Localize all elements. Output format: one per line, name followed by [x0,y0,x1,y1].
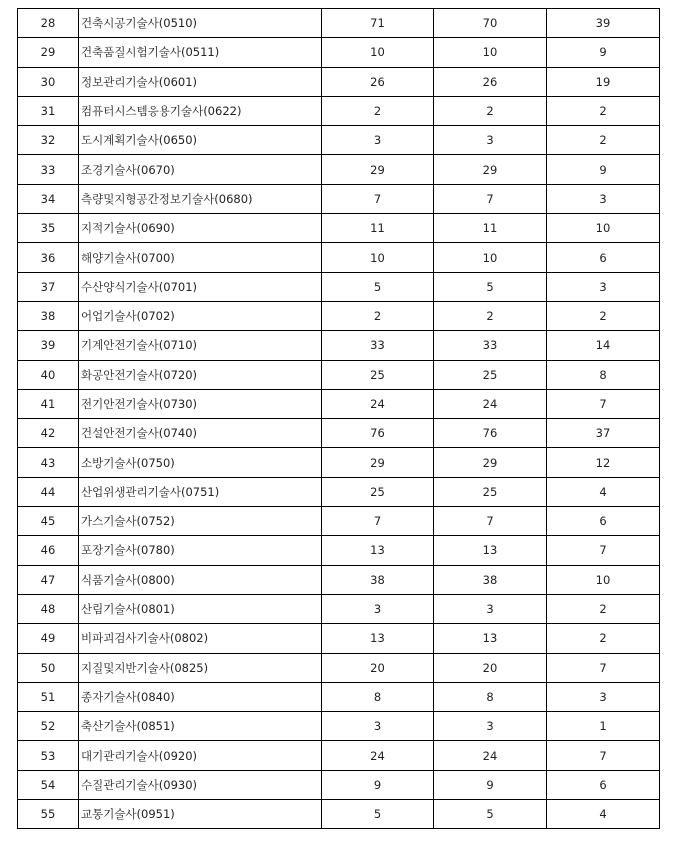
row-number-cell: 38 [18,301,79,330]
table-row [18,126,660,155]
row-number-cell: 42 [18,419,79,448]
count-cell-1: 24 [322,389,434,418]
qualification-name-cell: 대기관리기술사(0920) [79,741,322,770]
row-number-cell: 36 [18,243,79,272]
count-cell-3: 2 [547,301,660,330]
table-row [18,477,660,506]
row-number-cell: 44 [18,477,79,506]
count-cell-3: 39 [547,9,660,38]
count-cell-2: 20 [434,653,547,682]
row-number-cell: 41 [18,389,79,418]
count-cell-3: 37 [547,419,660,448]
table-row [18,624,660,653]
count-cell-3: 9 [547,38,660,67]
count-cell-2: 9 [434,770,547,799]
table-row [18,800,660,829]
count-cell-2: 24 [434,741,547,770]
qualification-name-cell: 도시계획기술사(0650) [79,126,322,155]
table-row [18,419,660,448]
count-cell-2: 25 [434,477,547,506]
row-number-cell: 40 [18,360,79,389]
count-cell-2: 76 [434,419,547,448]
table-row [18,214,660,243]
count-cell-3: 8 [547,360,660,389]
row-number-cell: 29 [18,38,79,67]
count-cell-3: 2 [547,126,660,155]
count-cell-2: 8 [434,682,547,711]
count-cell-1: 13 [322,624,434,653]
table-row [18,272,660,301]
count-cell-2: 5 [434,272,547,301]
count-cell-3: 2 [547,96,660,125]
count-cell-1: 20 [322,653,434,682]
qualification-name-cell: 소방기술사(0750) [79,448,322,477]
count-cell-2: 5 [434,800,547,829]
count-cell-2: 11 [434,214,547,243]
count-cell-1: 7 [322,184,434,213]
qualification-name-cell: 조경기술사(0670) [79,155,322,184]
qualification-name-cell: 기계안전기술사(0710) [79,331,322,360]
qualification-name-cell: 측량및지형공간정보기술사(0680) [79,184,322,213]
row-number-cell: 47 [18,565,79,594]
row-number-cell: 34 [18,184,79,213]
qualification-name-cell: 수질관리기술사(0930) [79,770,322,799]
count-cell-1: 11 [322,214,434,243]
qualification-name-cell: 수산양식기술사(0701) [79,272,322,301]
table-row [18,594,660,623]
count-cell-3: 12 [547,448,660,477]
count-cell-2: 33 [434,331,547,360]
row-number-cell: 54 [18,770,79,799]
table-row [18,682,660,711]
count-cell-3: 1 [547,712,660,741]
table-row [18,507,660,536]
table-row [18,565,660,594]
row-number-cell: 53 [18,741,79,770]
qualification-name-cell: 해양기술사(0700) [79,243,322,272]
count-cell-1: 71 [322,9,434,38]
count-cell-1: 3 [322,126,434,155]
count-cell-2: 7 [434,184,547,213]
table-row [18,389,660,418]
table-row [18,9,660,38]
row-number-cell: 28 [18,9,79,38]
qualification-name-cell: 화공안전기술사(0720) [79,360,322,389]
row-number-cell: 32 [18,126,79,155]
count-cell-3: 7 [547,389,660,418]
count-cell-1: 29 [322,448,434,477]
count-cell-2: 3 [434,126,547,155]
count-cell-1: 25 [322,477,434,506]
count-cell-3: 4 [547,477,660,506]
count-cell-2: 10 [434,38,547,67]
table-row [18,301,660,330]
count-cell-3: 7 [547,653,660,682]
row-number-cell: 45 [18,507,79,536]
table-body [18,9,660,829]
count-cell-1: 2 [322,96,434,125]
count-cell-1: 7 [322,507,434,536]
count-cell-3: 14 [547,331,660,360]
count-cell-1: 3 [322,712,434,741]
table-row [18,360,660,389]
qualification-name-cell: 지질및지반기술사(0825) [79,653,322,682]
qualification-name-cell: 교통기술사(0951) [79,800,322,829]
qualification-name-cell: 종자기술사(0840) [79,682,322,711]
qualification-name-cell: 건축시공기술사(0510) [79,9,322,38]
count-cell-2: 29 [434,155,547,184]
table-row [18,38,660,67]
table-row [18,712,660,741]
qualification-name-cell: 가스기술사(0752) [79,507,322,536]
count-cell-1: 10 [322,243,434,272]
count-cell-3: 6 [547,243,660,272]
row-number-cell: 39 [18,331,79,360]
qualification-table [17,8,660,829]
table-row [18,184,660,213]
count-cell-1: 26 [322,67,434,96]
row-number-cell: 37 [18,272,79,301]
qualification-name-cell: 산림기술사(0801) [79,594,322,623]
count-cell-2: 24 [434,389,547,418]
row-number-cell: 46 [18,536,79,565]
table-row [18,741,660,770]
count-cell-1: 24 [322,741,434,770]
count-cell-3: 6 [547,770,660,799]
count-cell-2: 2 [434,96,547,125]
count-cell-2: 13 [434,536,547,565]
qualification-name-cell: 건축품질시험기술사(0511) [79,38,322,67]
qualification-name-cell: 지적기술사(0690) [79,214,322,243]
count-cell-2: 13 [434,624,547,653]
row-number-cell: 48 [18,594,79,623]
count-cell-3: 10 [547,214,660,243]
count-cell-3: 3 [547,184,660,213]
row-number-cell: 55 [18,800,79,829]
row-number-cell: 51 [18,682,79,711]
table-row [18,536,660,565]
table-row [18,96,660,125]
count-cell-1: 9 [322,770,434,799]
count-cell-1: 38 [322,565,434,594]
count-cell-3: 6 [547,507,660,536]
count-cell-2: 7 [434,507,547,536]
table-row [18,448,660,477]
count-cell-2: 3 [434,712,547,741]
count-cell-1: 2 [322,301,434,330]
qualification-name-cell: 비파괴검사기술사(0802) [79,624,322,653]
count-cell-3: 7 [547,741,660,770]
qualification-name-cell: 컴퓨터시스템응용기술사(0622) [79,96,322,125]
count-cell-1: 10 [322,38,434,67]
count-cell-1: 5 [322,800,434,829]
count-cell-1: 33 [322,331,434,360]
qualification-name-cell: 정보관리기술사(0601) [79,67,322,96]
count-cell-2: 10 [434,243,547,272]
count-cell-1: 3 [322,594,434,623]
table-row [18,653,660,682]
row-number-cell: 49 [18,624,79,653]
count-cell-2: 38 [434,565,547,594]
table-row [18,770,660,799]
count-cell-3: 3 [547,272,660,301]
qualification-name-cell: 어업기술사(0702) [79,301,322,330]
count-cell-1: 25 [322,360,434,389]
count-cell-2: 3 [434,594,547,623]
count-cell-2: 29 [434,448,547,477]
qualification-name-cell: 건설안전기술사(0740) [79,419,322,448]
row-number-cell: 33 [18,155,79,184]
count-cell-3: 2 [547,624,660,653]
count-cell-3: 3 [547,682,660,711]
count-cell-3: 19 [547,67,660,96]
row-number-cell: 52 [18,712,79,741]
count-cell-2: 70 [434,9,547,38]
qualification-name-cell: 식품기술사(0800) [79,565,322,594]
count-cell-3: 7 [547,536,660,565]
row-number-cell: 35 [18,214,79,243]
row-number-cell: 30 [18,67,79,96]
count-cell-2: 26 [434,67,547,96]
qualification-name-cell: 산업위생관리기술사(0751) [79,477,322,506]
count-cell-3: 10 [547,565,660,594]
table-row [18,243,660,272]
count-cell-2: 2 [434,301,547,330]
row-number-cell: 50 [18,653,79,682]
count-cell-1: 76 [322,419,434,448]
qualification-name-cell: 전기안전기술사(0730) [79,389,322,418]
count-cell-3: 2 [547,594,660,623]
count-cell-1: 8 [322,682,434,711]
count-cell-2: 25 [434,360,547,389]
row-number-cell: 31 [18,96,79,125]
row-number-cell: 43 [18,448,79,477]
table-row [18,67,660,96]
count-cell-1: 5 [322,272,434,301]
count-cell-1: 29 [322,155,434,184]
table-row [18,331,660,360]
qualification-name-cell: 축산기술사(0851) [79,712,322,741]
qualification-name-cell: 포장기술사(0780) [79,536,322,565]
table-row [18,155,660,184]
count-cell-3: 4 [547,800,660,829]
count-cell-1: 13 [322,536,434,565]
count-cell-3: 9 [547,155,660,184]
